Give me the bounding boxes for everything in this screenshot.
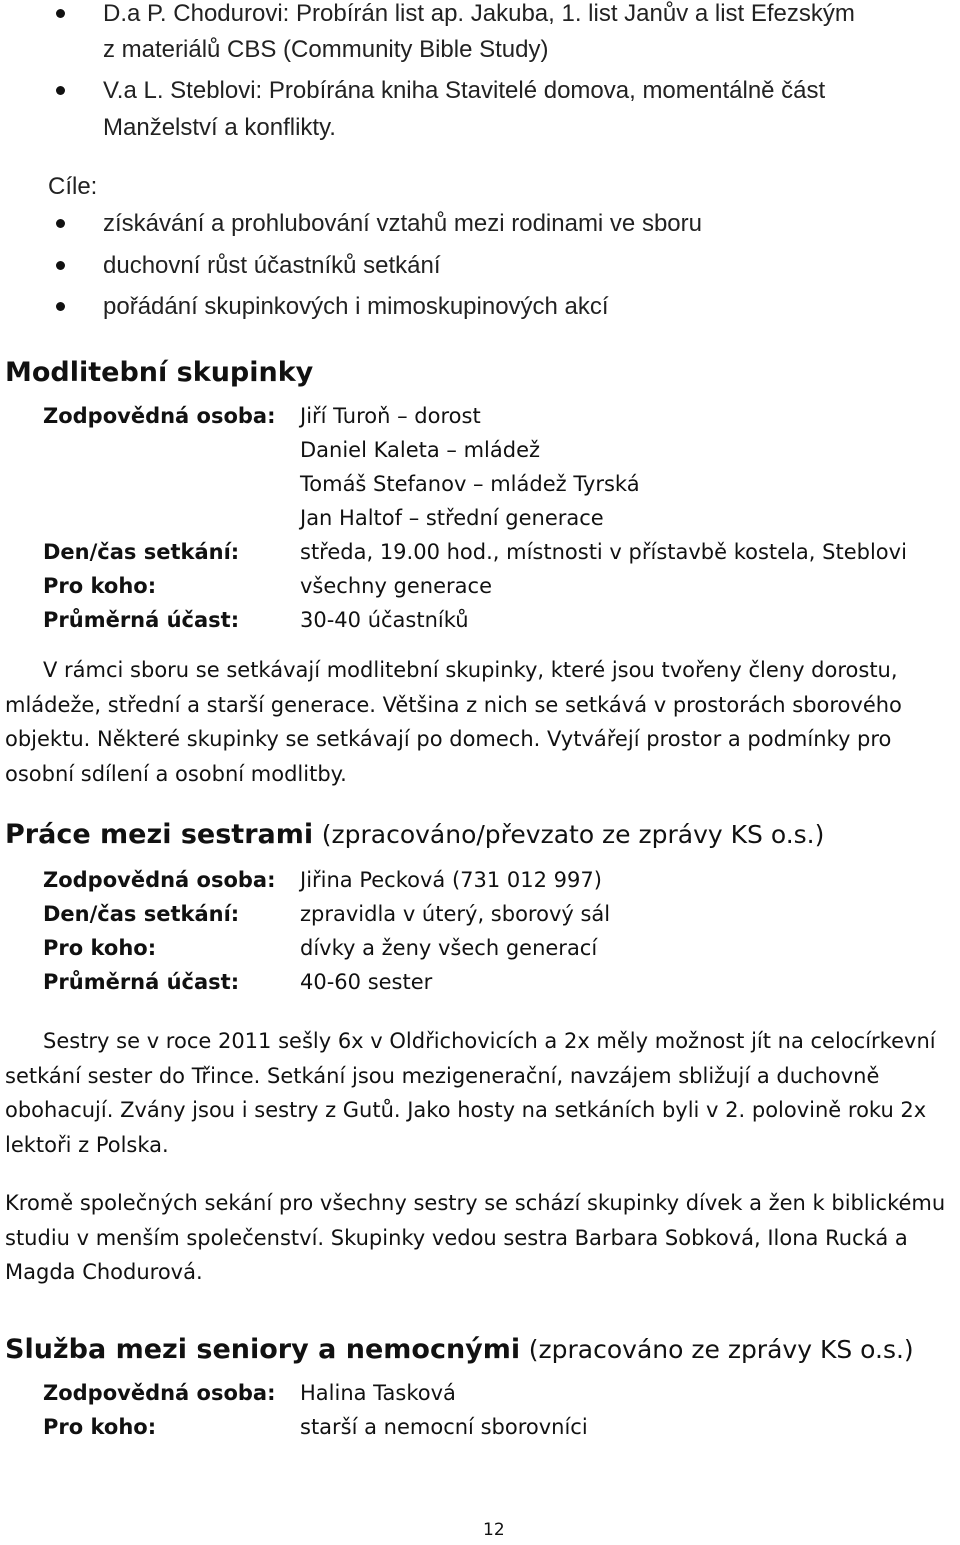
bullet-icon bbox=[56, 86, 65, 95]
bullet-icon bbox=[56, 219, 65, 228]
prayer-paragraph: V rámci sboru se setkávají modlitební skupinky, které jsou tvořeny členy dorostu, mládeže, střední a starší generace. Většina z nich se setkává v prostorách sborového objektu. Některé skupinky se setkávají po domech. Vytvářejí prostor a podmínky pro osobní sdílení a osobní modlitby. bbox=[5, 658, 902, 786]
sisters-time-value: zpravidla v úterý, sborový sál bbox=[300, 902, 611, 926]
sisters-time-label: Den/čas setkání: bbox=[43, 902, 240, 926]
sisters-paragraph-1: Sestry se v roce 2011 sešly 6x v Oldřichovicích a 2x měly možnost jít na celocírkevní setkání sester do Třince. Setkání jsou mezigenerační, navzájem sbližují a duchovně obohacují. Zvány jsou i sestry z Gutů. Jako hosty na setkáních byli v 2. polovině roku 2x lektoři z Polska. bbox=[5, 1029, 936, 1157]
seniors-heading-note: (zpracováno ze zprávy KS o.s.) bbox=[528, 1335, 914, 1364]
page-number: 12 bbox=[483, 1520, 505, 1540]
intro-bullet-2-line-1: V.a L. Steblovi: Probírána kniha Stavitelé domova, momentálně část bbox=[103, 77, 826, 104]
prayer-attendance-label: Průměrná účast: bbox=[43, 608, 240, 632]
prayer-time-value: středa, 19.00 hod., místnosti v přístavbě kostela, Steblovi bbox=[300, 540, 907, 564]
goals-label: Cíle: bbox=[48, 173, 98, 200]
sisters-heading: Práce mezi sestrami (zpracováno/převzato ze zprávy KS o.s.) bbox=[5, 819, 825, 850]
goals-item-3: pořádání skupinkových i mimoskupinových akcí bbox=[103, 293, 609, 320]
prayer-responsible-value-1: Jiří Turoň – dorost bbox=[300, 404, 481, 428]
sisters-responsible-label: Zodpovědná osoba: bbox=[43, 868, 276, 892]
prayer-for-value: všechny generace bbox=[300, 574, 493, 598]
bullet-icon bbox=[56, 302, 65, 311]
prayer-responsible-value-2: Daniel Kaleta – mládež bbox=[300, 438, 541, 462]
sisters-for-label: Pro koho: bbox=[43, 936, 157, 960]
seniors-for-value: starší a nemocní sborovníci bbox=[300, 1415, 588, 1439]
prayer-time-label: Den/čas setkání: bbox=[43, 540, 240, 564]
prayer-for-label: Pro koho: bbox=[43, 574, 157, 598]
sisters-paragraph-2: Kromě společných sekání pro všechny sestry se schází skupinky dívek a žen k biblickému studiu v menším společenství. Skupinky vedou sestra Barbara Sobková, Ilona Rucká a Magda Chodurová. bbox=[5, 1191, 946, 1284]
sisters-attendance-label: Průměrná účast: bbox=[43, 970, 240, 994]
intro-bullet-1-line-2: z materiálů CBS (Community Bible Study) bbox=[103, 36, 549, 63]
seniors-responsible-label: Zodpovědná osoba: bbox=[43, 1381, 276, 1405]
seniors-for-label: Pro koho: bbox=[43, 1415, 157, 1439]
sisters-attendance-value: 40-60 sester bbox=[300, 970, 433, 994]
prayer-heading: Modlitební skupinky bbox=[5, 357, 314, 388]
prayer-responsible-value-4: Jan Haltof – střední generace bbox=[300, 506, 604, 530]
goals-item-2: duchovní růst účastníků setkání bbox=[103, 252, 441, 279]
seniors-responsible-value: Halina Tasková bbox=[300, 1381, 456, 1405]
bullet-icon bbox=[56, 9, 65, 18]
sisters-responsible-value: Jiřina Pecková (731 012 997) bbox=[300, 868, 602, 892]
seniors-heading: Služba mezi seniory a nemocnými (zpracováno ze zprávy KS o.s.) bbox=[5, 1334, 914, 1365]
bullet-icon bbox=[56, 261, 65, 270]
prayer-responsible-label: Zodpovědná osoba: bbox=[43, 404, 276, 428]
prayer-responsible-value-3: Tomáš Stefanov – mládež Tyrská bbox=[300, 472, 640, 496]
intro-bullet-2-line-2: Manželství a konflikty. bbox=[103, 114, 336, 141]
sisters-for-value: dívky a ženy všech generací bbox=[300, 936, 598, 960]
sisters-heading-note: (zpracováno/převzato ze zprávy KS o.s.) bbox=[321, 820, 825, 849]
intro-bullet-1-line-1: D.a P. Chodurovi: Probírán list ap. Jakuba, 1. list Janův a list Efezským bbox=[103, 0, 855, 27]
goals-item-1: získávání a prohlubování vztahů mezi rodinami ve sboru bbox=[103, 210, 702, 237]
prayer-attendance-value: 30-40 účastníků bbox=[300, 608, 469, 632]
